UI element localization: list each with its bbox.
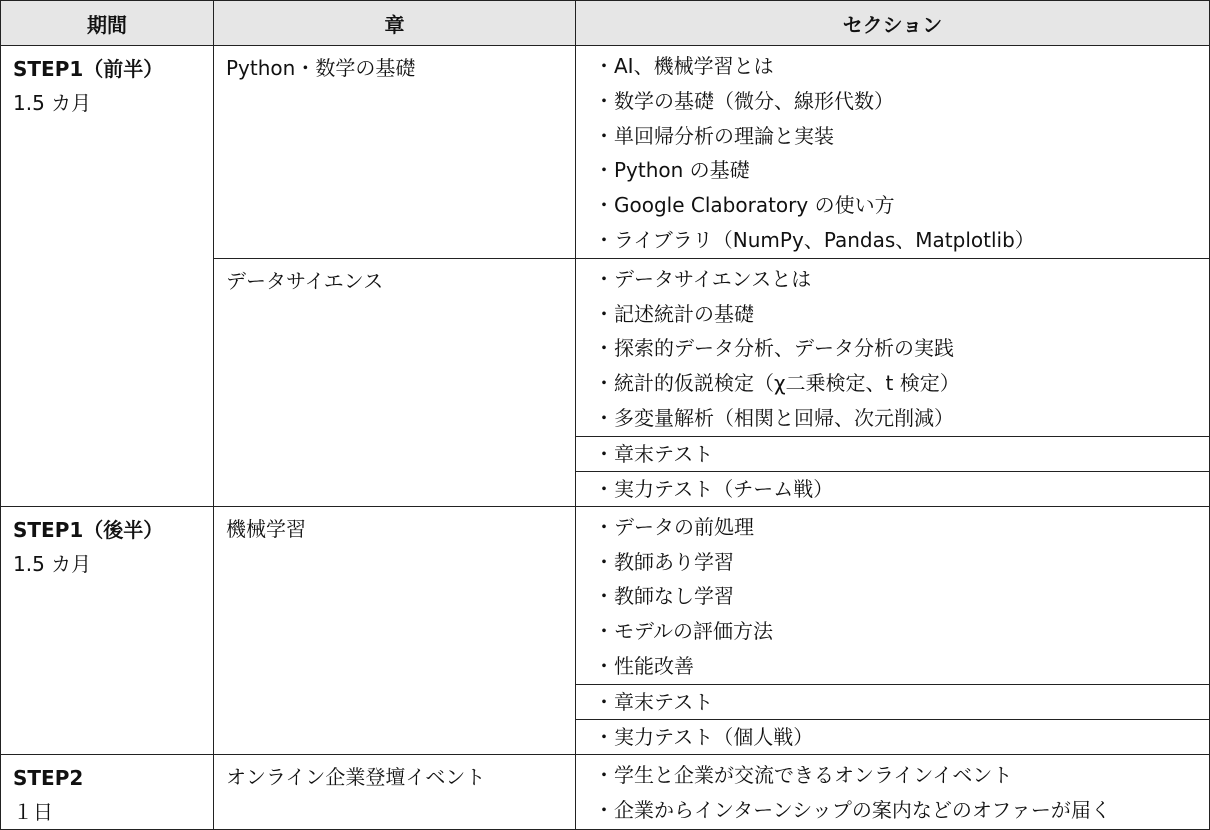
chapter-cell — [214, 506, 576, 754]
section-item: ・ AI、機械学習とは — [594, 49, 1209, 84]
chapter-title: Python・数学の基礎 — [226, 56, 416, 80]
section-item: ・ 性能改善 — [594, 649, 1209, 684]
period-duration-label: 1.5 カ月 — [13, 91, 92, 115]
section-item: ・ 教師あり学習 — [594, 545, 1209, 580]
period-step-label: STEP1（前半） — [13, 57, 164, 81]
chapter-cell — [214, 754, 576, 829]
section-item: ・ ライブラリ（NumPy、Pandas、Matplotlib） — [594, 223, 1209, 258]
header-row — [1, 1, 1210, 46]
chapter-title: オンライン企業登壇イベント — [226, 764, 486, 789]
test-item: ・ 章末テスト — [576, 684, 1210, 719]
table-row — [1, 754, 1210, 829]
section-item: ・ 探索的データ分析、データ分析の実践 — [594, 331, 1209, 366]
section-item: ・ データの前処理 — [594, 510, 1209, 545]
period-duration-label: 1.5 カ月 — [13, 551, 92, 576]
table-row — [1, 506, 1210, 684]
header-section: セクション — [576, 1, 1210, 46]
period-step-label: STEP1（後半） — [13, 517, 164, 542]
section-item: ・ 企業からインターンシップの案内などのオファーが届く — [594, 793, 1209, 828]
section-item: ・ 記述統計の基礎 — [594, 297, 1209, 332]
test-item: ・ 章末テスト — [576, 436, 1210, 471]
period-cell-step1-second — [1, 506, 214, 754]
section-item: ・ 単回帰分析の理論と実装 — [594, 119, 1209, 154]
period-step-label: STEP2 — [13, 765, 84, 790]
section-item: ・ 統計的仮説検定（χ二乗検定、t 検定） — [594, 366, 1209, 401]
section-list-cell — [576, 754, 1210, 829]
section-item: ・ 多変量解析（相関と回帰、次元削減） — [594, 401, 1209, 436]
chapter-cell — [214, 258, 576, 506]
section-item: ・ 数学の基礎（微分、線形代数） — [594, 84, 1209, 119]
section-item: ・ Python の基礎 — [594, 153, 1209, 188]
section-item: ・ データサイエンスとは — [594, 262, 1209, 297]
chapter-title: 機械学習 — [226, 516, 306, 541]
table-row — [1, 46, 1210, 259]
header-period: 期間 — [1, 1, 214, 46]
section-list-cell — [576, 258, 1210, 436]
section-list-cell — [576, 46, 1210, 259]
section-list-cell — [576, 506, 1210, 684]
chapter-title: データサイエンス — [226, 268, 384, 293]
section-item: ・ 学生と企業が交流できるオンラインイベント — [594, 758, 1209, 793]
period-duration-label: １日 — [13, 799, 53, 824]
period-cell-step1-first — [1, 46, 214, 507]
period-cell-step2 — [1, 754, 214, 829]
chapter-cell — [214, 46, 576, 259]
section-item: ・ 教師なし学習 — [594, 579, 1209, 614]
section-item: ・ Google Claboratory の使い方 — [594, 188, 1209, 223]
test-item: ・ 実力テスト（個人戦） — [576, 719, 1210, 754]
header-chapter: 章 — [214, 1, 576, 46]
section-item: ・ モデルの評価方法 — [594, 614, 1209, 649]
test-item: ・ 実力テスト（チーム戦） — [576, 471, 1210, 506]
